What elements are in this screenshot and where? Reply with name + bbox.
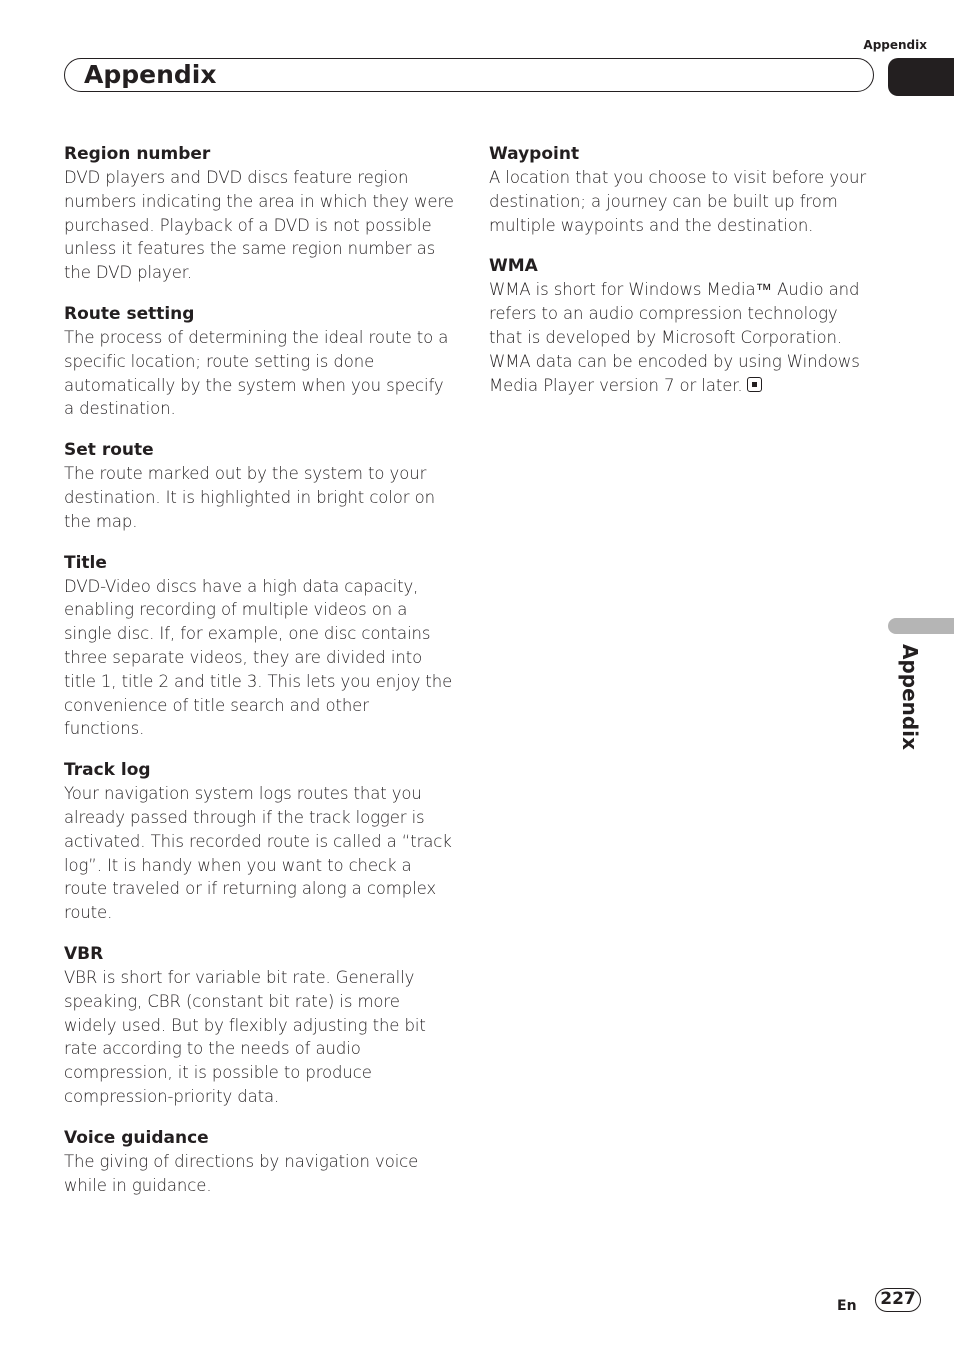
entry-definition bbox=[489, 278, 873, 397]
entry-term: Route setting bbox=[64, 303, 195, 324]
entry-definition: The giving of directions by navigation voice while in guidance. bbox=[64, 1151, 419, 1195]
entry-term: Waypoint bbox=[489, 144, 580, 164]
entry-term: Voice guidance bbox=[64, 1127, 209, 1148]
entry-definition-text: WMA is short for Windows Media™ Audio and refers to an audio compression technology that is developed by Microsoft Corporation. WMA data can be encoded by using Windows Media Player version 7 or later. bbox=[489, 280, 860, 395]
glossary-entry bbox=[64, 942, 454, 1109]
glossary-entry bbox=[489, 254, 873, 397]
entry-definition: DVD players and DVD discs feature region numbers indicating the area in which they were purchased. Playback of a DVD is not possible unless it features the same region number as the DVD player. bbox=[64, 168, 454, 283]
entry-term: VBR bbox=[64, 943, 104, 964]
glossary-entry bbox=[64, 758, 454, 925]
side-tab-marker bbox=[888, 618, 954, 634]
section-tab-marker bbox=[888, 58, 954, 96]
entry-definition: The process of determining the ideal route to a specific location; route setting is done automatically by the system when you specify a destination. bbox=[64, 327, 449, 419]
right-column bbox=[489, 142, 873, 414]
glossary-entry bbox=[64, 1126, 454, 1198]
entry-term: WMA bbox=[489, 256, 538, 277]
entry-definition: DVD-Video discs have a high data capacity, enabling recording of multiple videos on a single disc. If, for example, one disc contains three separate videos, they are divided into title 1, title 2 and title 3. This lets you enjoy the convenience of title search and other functions. bbox=[64, 576, 453, 739]
entry-term: Set route bbox=[64, 440, 154, 461]
running-head: Appendix bbox=[863, 38, 927, 52]
entry-term: Region number bbox=[64, 144, 211, 164]
entry-definition: A location that you choose to visit before your destination; a journey can be built up from multiple waypoints and the destination. bbox=[489, 168, 867, 235]
page-title: Appendix bbox=[84, 60, 217, 89]
side-tab-label: Appendix bbox=[898, 644, 922, 750]
glossary-entry bbox=[64, 302, 454, 421]
entry-term: Title bbox=[64, 552, 107, 573]
end-mark-icon bbox=[747, 377, 762, 392]
entry-definition: The route marked out by the system to your destination. It is highlighted in bright color on the map. bbox=[64, 464, 435, 531]
glossary-entry bbox=[64, 551, 454, 742]
language-code: En bbox=[837, 1298, 857, 1314]
left-column bbox=[64, 142, 454, 1214]
entry-definition: Your navigation system logs routes that you already passed through if the track logger is activated. This recorded route is called a “track log”. It is handy when you want to check a route traveled or if returning along a complex route. bbox=[64, 784, 452, 923]
page-number: 227 bbox=[875, 1288, 921, 1312]
glossary-entry bbox=[489, 142, 873, 237]
glossary-entry bbox=[64, 142, 454, 285]
glossary-entry bbox=[64, 438, 454, 533]
entry-definition: VBR is short for variable bit rate. Generally speaking, CBR (constant bit rate) is more widely used. But by flexibly adjusting the bit rate according to the needs of audio compression, it is possible to produce compression-priority data. bbox=[64, 967, 426, 1106]
entry-term: Track log bbox=[64, 760, 151, 781]
